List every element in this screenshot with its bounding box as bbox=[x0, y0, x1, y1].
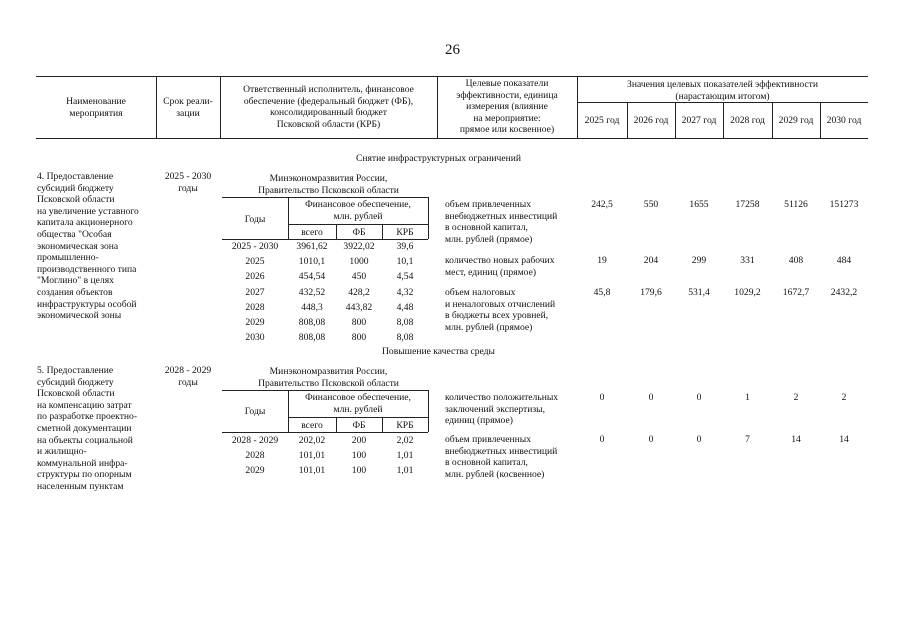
measure-description: 4. Предоставление субсидий бюджету Псковской области на увеличение уставного капитала акционерного общества "Особая экономическая зона промышленно- производственного типа "Моглино" в целях создания объектов инфраструктуры особой экономической зоны bbox=[37, 171, 139, 322]
indicator-value: 242,5 bbox=[591, 199, 613, 210]
table-row bbox=[222, 271, 428, 286]
fin-rule bbox=[222, 239, 428, 240]
fin-fb: 800 bbox=[351, 332, 367, 344]
fin-col-fb: ФБ bbox=[352, 420, 366, 431]
fin-year: 2029 bbox=[245, 316, 265, 328]
fin-fb: 1000 bbox=[349, 256, 369, 268]
table-row bbox=[222, 302, 428, 317]
fin-fb: 200 bbox=[351, 435, 367, 446]
fin-col-krb: КРБ bbox=[396, 420, 414, 431]
fin-krb: 1,01 bbox=[396, 450, 414, 461]
fin-col-fb: ФБ bbox=[352, 227, 366, 238]
indicator-values-row bbox=[577, 255, 868, 267]
indicator-text: объем привлеченных внебюджетных инвестиций в основной капитал, млн. рублей (косвенное) bbox=[445, 434, 558, 480]
indicator-value: 45,8 bbox=[593, 287, 611, 298]
fin-col-total: всего bbox=[301, 227, 323, 238]
indicator-value: 7 bbox=[745, 434, 750, 445]
header-executor: Ответственный исполнитель, финансовое обеспечение (федеральный бюджет (ФБ), консолидированный бюджет Псковской области (КРБ) bbox=[243, 84, 414, 130]
fin-col-krb: КРБ bbox=[396, 227, 414, 238]
indicator-value: 331 bbox=[740, 255, 755, 266]
table-row bbox=[222, 465, 428, 480]
fin-krb: 4,54 bbox=[396, 271, 414, 283]
fin-rows bbox=[222, 241, 428, 347]
fin-krb: 4,48 bbox=[396, 301, 414, 313]
indicator-value: 299 bbox=[691, 255, 707, 266]
fin-krb: 2,02 bbox=[396, 435, 414, 446]
fin-rule bbox=[288, 417, 428, 418]
indicator-values-row bbox=[577, 287, 868, 299]
executor: Минэкономразвития России, Правительство Псковской области bbox=[258, 366, 399, 389]
fin-year: 2026 bbox=[245, 271, 265, 283]
section-title: Снятие инфраструктурных ограничений bbox=[355, 153, 521, 164]
fin-total: 808,08 bbox=[298, 332, 326, 344]
indicator-value: 550 bbox=[643, 199, 659, 210]
header-bottom-rule bbox=[36, 138, 868, 139]
fin-years-label: Годы bbox=[244, 214, 266, 225]
table-row bbox=[222, 256, 428, 271]
fin-krb: 4,32 bbox=[396, 286, 414, 298]
fin-year: 2028 - 2029 bbox=[231, 435, 279, 446]
fin-fb: 443,82 bbox=[345, 301, 373, 313]
executor: Минэкономразвития России, Правительство Псковской области bbox=[258, 173, 399, 196]
measure-description: 5. Предоставление субсидий бюджету Псковской области на компенсацию затрат по разработке проектно- сметной документации на объекты социальной и жилищно- коммунальной инфра- структуры по опорным населенным пунктам bbox=[37, 365, 138, 492]
measure-period: 2028 - 2029 годы bbox=[164, 365, 212, 388]
fin-total: 432,52 bbox=[298, 286, 326, 298]
indicator-value: 484 bbox=[836, 255, 852, 266]
fin-total: 808,08 bbox=[298, 316, 326, 328]
table-row bbox=[222, 317, 428, 332]
fin-rule bbox=[288, 224, 428, 225]
fin-fb: 428,2 bbox=[348, 286, 370, 298]
indicator-value: 0 bbox=[696, 392, 702, 403]
indicator-value: 19 bbox=[597, 255, 607, 266]
fin-divider bbox=[428, 390, 429, 432]
indicator-text: количество положительных заключений экспертизы, единиц (прямое) bbox=[445, 392, 559, 427]
section-title: Повышение качества среды bbox=[381, 346, 495, 357]
fin-krb: 1,01 bbox=[396, 465, 414, 476]
indicator-values-row bbox=[577, 392, 868, 404]
header-year: 2026 год bbox=[633, 115, 669, 126]
indicator-value: 2 bbox=[793, 392, 799, 403]
fin-year: 2025 bbox=[245, 256, 265, 268]
indicator-value: 17258 bbox=[735, 199, 760, 210]
fin-rule bbox=[222, 390, 428, 391]
indicator-value: 204 bbox=[643, 255, 659, 266]
indicator-text: объем привлеченных внебюджетных инвестиций в основной капитал, млн. рублей (прямое) bbox=[445, 199, 558, 245]
indicator-value: 0 bbox=[696, 434, 702, 445]
table-row bbox=[222, 450, 428, 465]
fin-krb: 8,08 bbox=[396, 316, 414, 328]
fin-year: 2028 bbox=[245, 301, 265, 313]
indicator-value: 51126 bbox=[784, 199, 808, 210]
fin-year: 2025 - 2030 bbox=[231, 241, 279, 252]
fin-year: 2029 bbox=[245, 465, 265, 476]
indicator-text: количество новых рабочих мест, единиц (прямое) bbox=[445, 255, 555, 278]
indicator-value: 2 bbox=[841, 392, 847, 403]
fin-year: 2030 bbox=[245, 332, 265, 344]
indicator-values-row bbox=[577, 199, 868, 211]
indicator-value: 1 bbox=[745, 392, 750, 403]
header-values: Значения целевых показателей эффективности (нарастающим итогом) bbox=[627, 79, 818, 102]
indicator-value: 0 bbox=[599, 392, 605, 403]
header-indicators: Целевые показатели эффективности, единица измерения (влияние на мероприятие: прямое или косвенное) bbox=[456, 78, 558, 136]
header-year: 2029 год bbox=[778, 115, 814, 126]
header-period: Срок реали- зации bbox=[163, 96, 213, 119]
indicator-value: 179,6 bbox=[640, 287, 662, 298]
fin-fb: 800 bbox=[351, 316, 367, 328]
table-row bbox=[222, 435, 428, 450]
fin-head: Финансовое обеспечение, млн. рублей bbox=[305, 392, 411, 415]
fin-rule bbox=[222, 432, 428, 433]
header-year: 2027 год bbox=[681, 115, 717, 126]
fin-head: Финансовое обеспечение, млн. рублей bbox=[305, 199, 411, 222]
indicator-values-row bbox=[577, 434, 868, 446]
fin-total: 3961,62 bbox=[296, 241, 328, 252]
table-row bbox=[222, 241, 428, 256]
table-row bbox=[222, 287, 428, 302]
indicator-value: 14 bbox=[839, 434, 849, 445]
indicator-value: 408 bbox=[788, 255, 804, 266]
fin-rows bbox=[222, 435, 428, 480]
indicator-value: 151273 bbox=[829, 199, 859, 210]
fin-col-total: всего bbox=[301, 420, 323, 431]
header-year: 2030 год bbox=[826, 115, 862, 126]
indicator-value: 1029,2 bbox=[734, 287, 761, 298]
fin-divider bbox=[428, 197, 429, 239]
fin-years-label: Годы bbox=[244, 406, 266, 417]
indicator-text: объем налоговых и неналоговых отчислений в бюджеты всех уровней, млн. рублей (прямое) bbox=[445, 287, 556, 333]
fin-krb: 39,6 bbox=[396, 241, 414, 252]
page-number: 26 bbox=[445, 42, 460, 58]
indicator-value: 0 bbox=[648, 392, 654, 403]
header-year: 2028 год bbox=[730, 115, 765, 126]
fin-total: 448,3 bbox=[301, 301, 323, 313]
fin-fb: 3922,02 bbox=[343, 241, 375, 252]
fin-fb: 100 bbox=[351, 465, 367, 476]
fin-fb: 100 bbox=[351, 450, 367, 461]
fin-fb: 450 bbox=[351, 271, 367, 283]
fin-rule bbox=[222, 197, 428, 198]
fin-total: 202,02 bbox=[298, 435, 326, 446]
indicator-value: 0 bbox=[599, 434, 605, 445]
fin-year: 2028 bbox=[245, 450, 265, 461]
measure-period: 2025 - 2030 годы bbox=[164, 171, 212, 194]
header-top-rule bbox=[36, 76, 868, 77]
fin-krb: 8,08 bbox=[396, 332, 414, 344]
indicator-value: 2432,2 bbox=[830, 287, 858, 298]
indicator-value: 1672,7 bbox=[782, 287, 810, 298]
fin-total: 454,54 bbox=[298, 271, 326, 283]
fin-total: 101,01 bbox=[298, 465, 326, 476]
indicator-value: 531,4 bbox=[688, 287, 710, 298]
fin-year: 2027 bbox=[245, 286, 265, 298]
header-name: Наименование мероприятия bbox=[66, 96, 126, 119]
indicator-value: 0 bbox=[648, 434, 654, 445]
fin-total: 101,01 bbox=[298, 450, 326, 461]
indicator-value: 14 bbox=[791, 434, 801, 445]
header-year: 2025 год bbox=[584, 115, 620, 126]
fin-krb: 10,1 bbox=[396, 256, 414, 268]
fin-total: 1010,1 bbox=[298, 256, 326, 268]
indicator-value: 1655 bbox=[689, 199, 709, 210]
